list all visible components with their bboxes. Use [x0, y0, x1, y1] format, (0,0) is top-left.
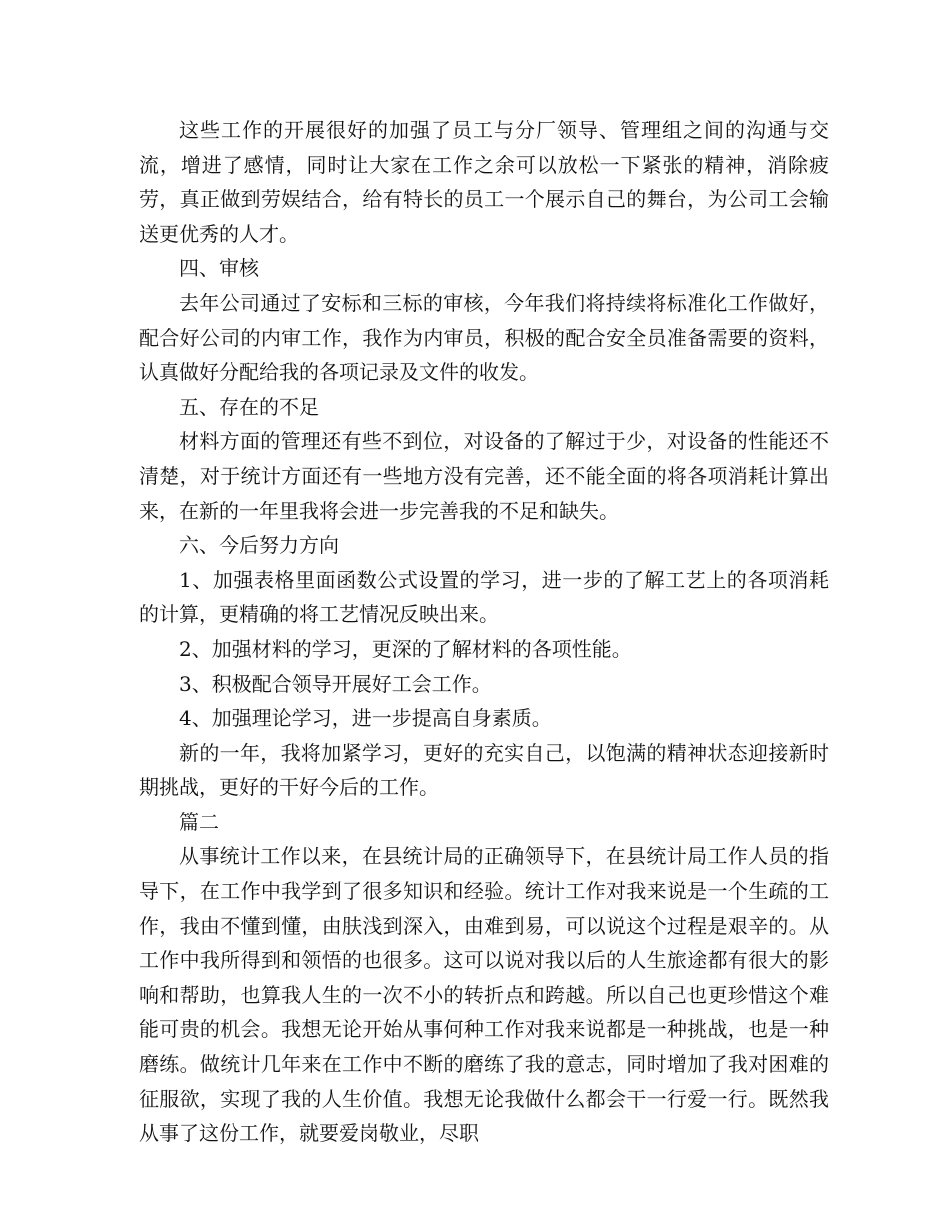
- heading-part-two: 篇二: [179, 809, 219, 834]
- heading-shortcomings: 五、存在的不足: [179, 394, 319, 419]
- heading-future-direction: 六、今后努力方向: [179, 533, 339, 558]
- paragraph-statistics-work: 从事统计工作以来，在县统计局的正确领导下，在县统计局工作人员的指导下，在工作中我学到了很多知识和经验。统计工作对我来说是一个生疏的工作，我由不懂到懂，由肤浅到深入，由难到易，可以说这个过程是艰辛的。从工作中我所得到和领悟的也很多。这可以说对我以后的人生旅途都有很大的影响和帮助，也算我人生的一次不小的转折点和跨越。所以自己也更珍惜这个难能可贵的机会。我想无论开始从事何种工作对我来说都是一种挑战，也是一种磨练。做统计几年来在工作中不断的磨练了我的意志，同时增加了我对困难的征服欲，实现了我的人生价值。我想无论我做什么都会干一行爱一行。既然我从事了这份工作，就要爱岗敬业，尽职: [139, 844, 829, 1146]
- list-item-3: 3、积极配合领导开展好工会工作。: [179, 671, 492, 696]
- paragraph-audit: 去年公司通过了安标和三标的审核，今年我们将持续将标准化工作做好，配合好公司的内审工作，我作为内审员，积极的配合安全员准备需要的资料，认真做好分配给我的各项记录及文件的收发。: [139, 290, 829, 385]
- list-item-1: 1、加强表格里面函数公式设置的学习，进一步的了解工艺上的各项消耗的计算，更精确的将工艺情况反映出来。: [139, 567, 829, 627]
- paragraph-new-year: 新的一年，我将加紧学习，更好的充实自己，以饱满的精神状态迎接新时期挑战，更好的干好今后的工作。: [139, 740, 829, 800]
- list-item-2: 2、加强材料的学习，更深的了解材料的各项性能。: [179, 636, 632, 661]
- list-item-4: 4、加强理论学习，进一步提高自身素质。: [179, 706, 552, 731]
- document-body: [139, 113, 829, 1151]
- paragraph-shortcomings: 材料方面的管理还有些不到位，对设备的了解过于少，对设备的性能还不清楚，对于统计方面还有一些地方没有完善，还不能全面的将各项消耗计算出来，在新的一年里我将会进一步完善我的不足和缺失。: [139, 429, 829, 523]
- paragraph-teamwork: 这些工作的开展很好的加强了员工与分厂领导、管理组之间的沟通与交流，增进了感情，同时让大家在工作之余可以放松一下紧张的精神，消除疲劳，真正做到劳娱结合，给有特长的员工一个展示自己的舞台，为公司工会输送更优秀的人才。: [139, 118, 829, 246]
- heading-audit: 四、审核: [179, 256, 259, 281]
